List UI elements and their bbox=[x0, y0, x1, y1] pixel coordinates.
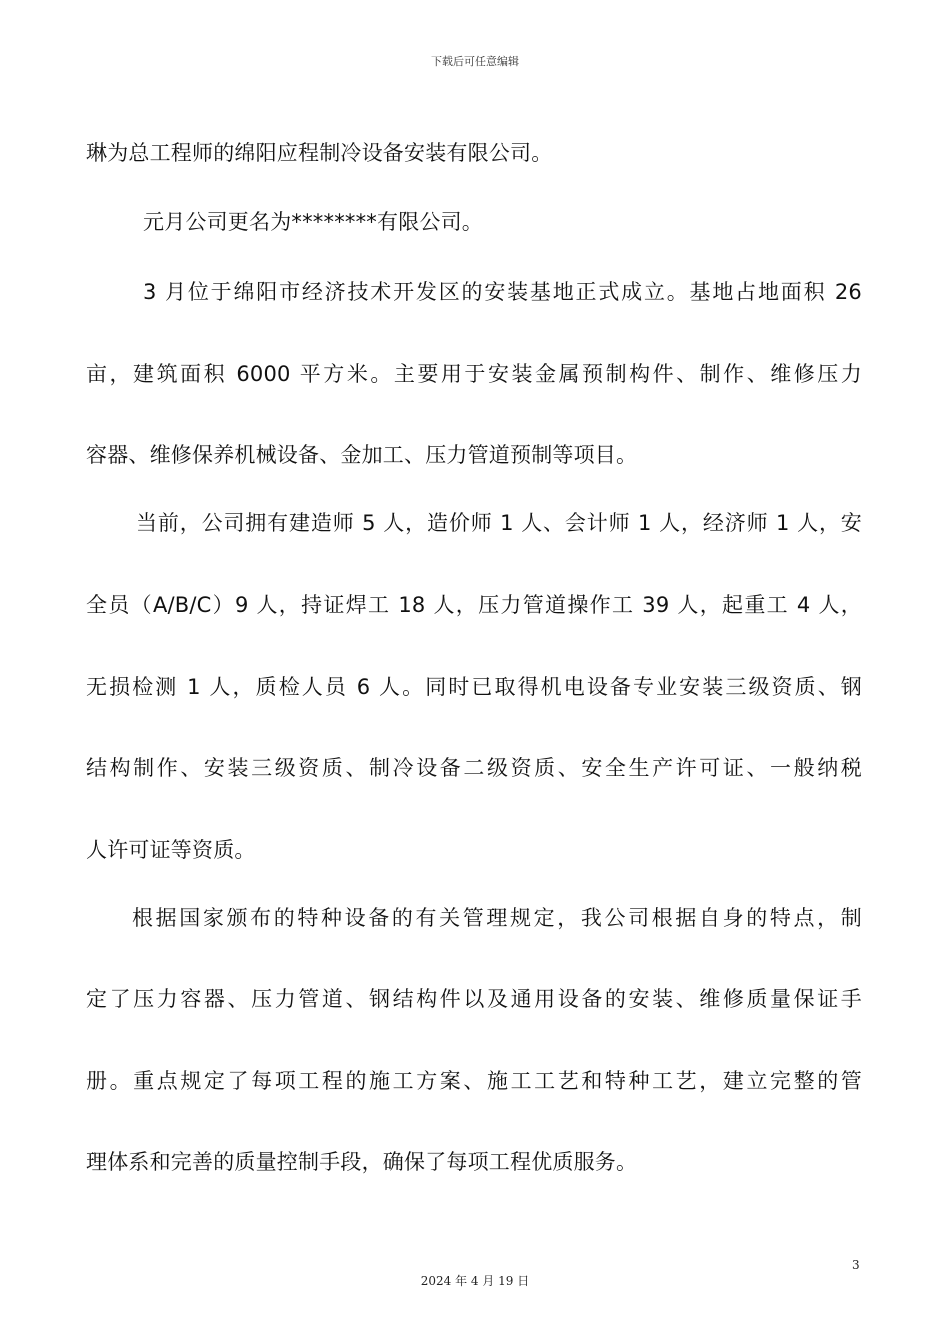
page-number: 3 bbox=[852, 1258, 860, 1272]
page-header: 下载后可任意编辑 bbox=[431, 55, 519, 68]
footer-date: 2024 年 4 月 19 日 bbox=[420, 1274, 530, 1288]
paragraph-line: 册。重点规定了每项工程的施工方案、施工工艺和特种工艺，建立完整的管 bbox=[86, 1069, 862, 1093]
paragraph-line: 结构制作、安装三级资质、制冷设备二级资质、安全生产许可证、一般纳税 bbox=[86, 756, 862, 780]
paragraph-line: 无损检测 1 人，质检人员 6 人。同时已取得机电设备专业安装三级资质、钢 bbox=[86, 675, 862, 699]
paragraph-line: 元月公司更名为********有限公司。 bbox=[143, 210, 483, 234]
paragraph-line: 容器、维修保养机械设备、金加工、压力管道预制等项目。 bbox=[86, 443, 638, 467]
paragraph-line: 3 月位于绵阳市经济技术开发区的安装基地正式成立。基地占地面积 26 bbox=[143, 280, 862, 304]
paragraph-line: 当前，公司拥有建造师 5 人，造价师 1 人、会计师 1 人，经济师 1 人，安 bbox=[136, 511, 862, 535]
paragraph-line: 亩，建筑面积 6000 平方米。主要用于安装金属预制构件、制作、维修压力 bbox=[86, 362, 862, 386]
paragraph-line: 琳为总工程师的绵阳应程制冷设备安装有限公司。 bbox=[86, 141, 553, 165]
paragraph-line: 人许可证等资质。 bbox=[86, 838, 256, 862]
paragraph-line: 根据国家颁布的特种设备的有关管理规定，我公司根据自身的特点，制 bbox=[132, 906, 862, 930]
paragraph-line: 全员（A/B/C）9 人，持证焊工 18 人，压力管道操作工 39 人，起重工 4 人， bbox=[86, 593, 862, 617]
paragraph-line: 定了压力容器、压力管道、钢结构件以及通用设备的安装、维修质量保证手 bbox=[86, 987, 862, 1011]
paragraph-line: 理体系和完善的质量控制手段，确保了每项工程优质服务。 bbox=[86, 1150, 638, 1174]
